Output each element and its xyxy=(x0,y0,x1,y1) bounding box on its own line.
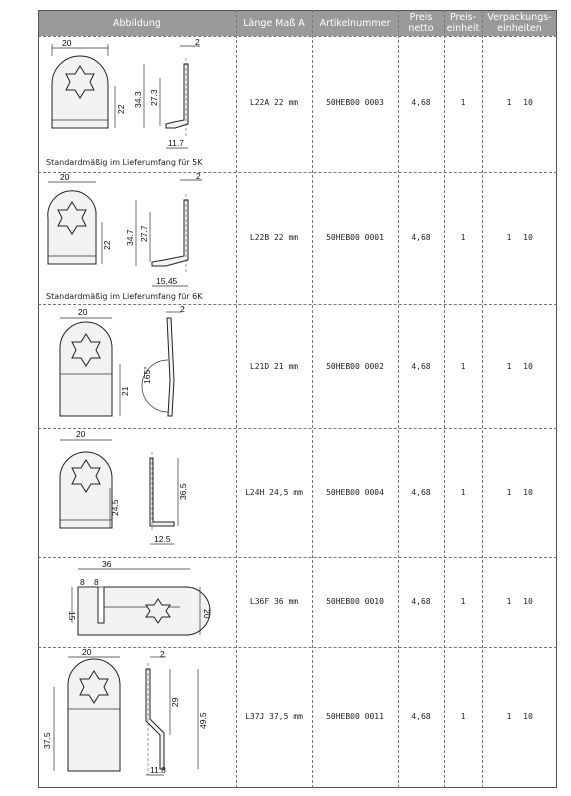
cell-vpe-min: 1 xyxy=(506,98,512,107)
header-artikelnummer: Artikelnummer xyxy=(319,17,391,29)
dim-offset: 12.5 xyxy=(154,534,171,544)
cell-preis: 4,68 xyxy=(411,597,431,606)
cell-preiseinheit: 1 xyxy=(460,362,466,371)
dim-height: 34.3 xyxy=(133,91,143,108)
cell-vpe-max: 10 xyxy=(523,712,533,721)
part-drawing-l21d xyxy=(40,304,234,428)
dim-height: 36.5 xyxy=(178,483,188,500)
cell-preis: 4,68 xyxy=(411,233,431,242)
cell-artikelnummer: 50HEB00 0010 xyxy=(326,597,384,606)
cell-preiseinheit: 1 xyxy=(460,98,466,107)
column-divider xyxy=(312,10,313,788)
header-preiseinheit: Preis-einheit xyxy=(446,12,480,34)
dim-length: 24.5 xyxy=(110,499,120,516)
dim-offset: 11.7 xyxy=(168,138,184,148)
dim-offset: 11.8 xyxy=(150,765,166,775)
dim-angle: 165° xyxy=(142,366,152,384)
cell-laenge: L22B 22 mm xyxy=(249,233,299,242)
cell-vpe-max: 10 xyxy=(523,362,533,371)
cell-preiseinheit: 1 xyxy=(460,488,466,497)
dim-width: 20 xyxy=(60,172,70,182)
cell-laenge: L22A 22 mm xyxy=(249,98,299,107)
part-drawing-l37j xyxy=(40,647,234,788)
dim-inner-height: 27.3 xyxy=(149,89,159,106)
cell-vpe-min: 1 xyxy=(506,597,512,606)
dim-length: 37.5 xyxy=(42,732,52,749)
cell-preiseinheit: 1 xyxy=(460,597,466,606)
dim-inner-height: 27.7 xyxy=(139,225,149,242)
cell-preis: 4,68 xyxy=(411,488,431,497)
cell-vpe-max: 10 xyxy=(523,597,533,606)
cell-artikelnummer: 50HEB00 0001 xyxy=(326,233,384,242)
cell-artikelnummer: 50HEB00 0002 xyxy=(326,362,384,371)
dim-height: 34.7 xyxy=(125,229,135,246)
dim-thickness: 2 xyxy=(180,304,185,314)
column-divider xyxy=(444,10,445,788)
cell-preis: 4,68 xyxy=(411,362,431,371)
cell-laenge: L37J 37,5 mm xyxy=(245,712,303,721)
dim-step-b: 8 xyxy=(94,577,99,587)
column-divider xyxy=(398,10,399,788)
cell-preis: 4,68 xyxy=(411,98,431,107)
standard-note: Standardmäßig im Lieferumfang für 6K xyxy=(46,292,203,301)
cell-vpe-min: 1 xyxy=(506,712,512,721)
part-drawing-l24h xyxy=(40,428,234,557)
dim-thickness: 2 xyxy=(160,649,165,659)
part-drawing-l36f xyxy=(40,557,234,647)
header-abbildung: Abbildung xyxy=(113,17,161,29)
cell-artikelnummer: 50HEB00 0003 xyxy=(326,98,384,107)
dim-thickness: 2 xyxy=(195,37,200,47)
dim-thickness: 2 xyxy=(196,171,201,181)
header-preis: Preis netto xyxy=(408,12,434,34)
dim-height: 20 xyxy=(202,609,212,619)
dim-width: 20 xyxy=(62,38,72,48)
cell-vpe-min: 1 xyxy=(506,488,512,497)
cell-laenge: L24H 24,5 mm xyxy=(245,488,303,497)
dim-slot: 15 xyxy=(67,611,77,621)
cell-vpe-min: 1 xyxy=(506,362,512,371)
cell-vpe-min: 1 xyxy=(506,233,512,242)
column-divider xyxy=(482,10,483,788)
header-laenge: Länge Maß A xyxy=(243,17,305,29)
dim-height: 49.5 xyxy=(198,712,208,729)
cell-vpe-max: 10 xyxy=(523,488,533,497)
dim-length: 22 xyxy=(102,240,112,250)
dim-offset: 15.45 xyxy=(156,276,178,286)
cell-laenge: L21D 21 mm xyxy=(249,362,299,371)
dim-step-a: 8 xyxy=(80,577,85,587)
dim-width: 20 xyxy=(76,429,86,439)
cell-preiseinheit: 1 xyxy=(460,233,466,242)
header-verpackungseinheiten: Verpackungs-einheiten xyxy=(487,12,552,34)
cell-vpe-max: 10 xyxy=(523,233,533,242)
dim-upper-height: 29 xyxy=(170,697,180,707)
dim-width: 36 xyxy=(102,559,112,569)
standard-note: Standardmäßig im Lieferumfang für 5K xyxy=(46,158,203,167)
cell-vpe-max: 10 xyxy=(523,98,533,107)
dim-width: 20 xyxy=(78,307,88,317)
part-drawing-l22a xyxy=(40,36,234,172)
cell-preiseinheit: 1 xyxy=(460,712,466,721)
cell-preis: 4,68 xyxy=(411,712,431,721)
part-drawing-l22b xyxy=(40,172,234,304)
cell-artikelnummer: 50HEB00 0004 xyxy=(326,488,384,497)
column-divider xyxy=(236,10,237,788)
cell-laenge: L36F 36 mm xyxy=(249,597,299,606)
dim-width: 20 xyxy=(82,647,92,657)
dim-length: 22 xyxy=(116,104,126,114)
dim-length: 21 xyxy=(120,386,130,396)
cell-artikelnummer: 50HEB00 0011 xyxy=(326,712,384,721)
